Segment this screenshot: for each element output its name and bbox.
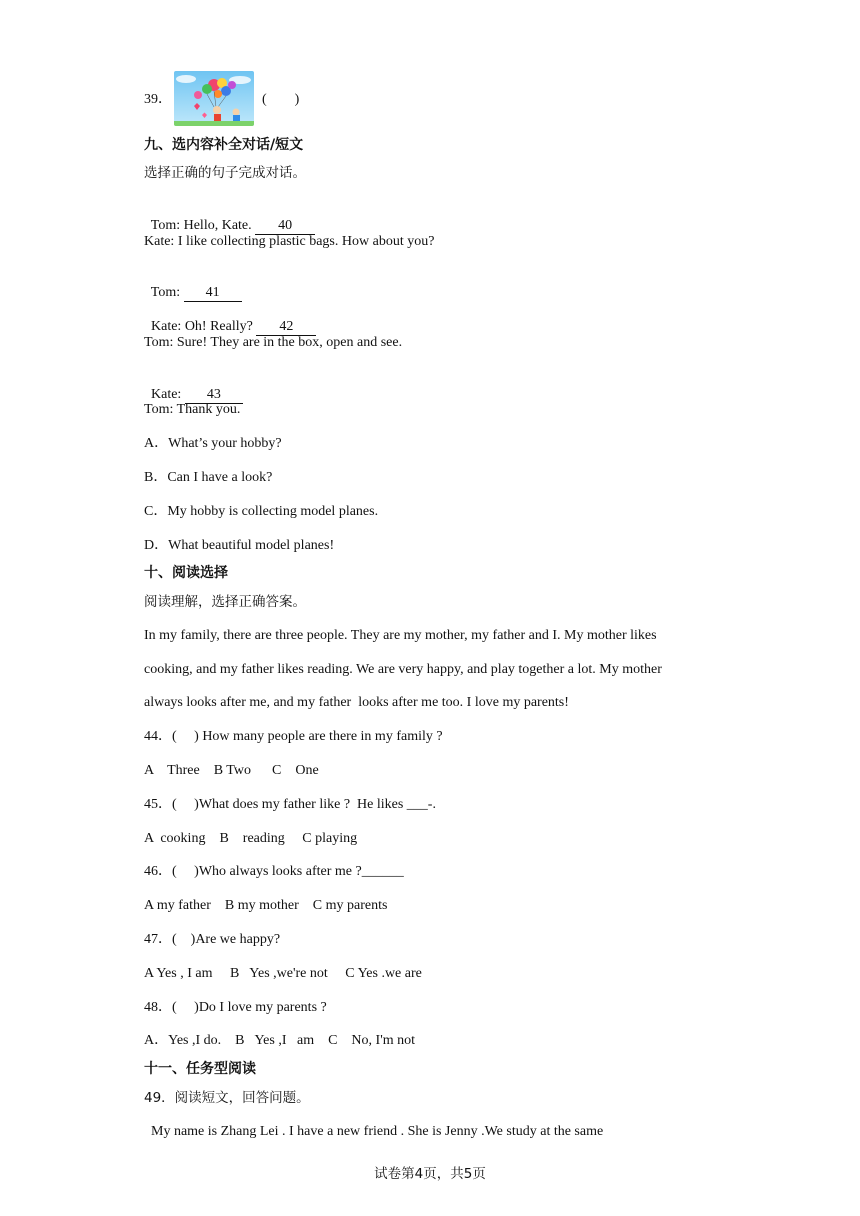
question-44: 44．( ) How many people are there in my family ? (144, 729, 443, 744)
dialog-line-kate-hobby: Kate: I like collecting plastic bags. How about you? (144, 234, 435, 249)
option-a: A．What’s your hobby? (144, 436, 282, 451)
q39-number: 39． (144, 92, 172, 107)
question-47: 47．( )Are we happy? (144, 932, 281, 947)
dialog-text: Kate: Oh! Really? (151, 319, 257, 334)
option-b: B．Can I have a look? (144, 470, 273, 485)
section9-title: 九、选内容补全对话/短文 (144, 137, 304, 153)
option-d: D．What beautiful model planes! (144, 538, 335, 553)
q39-answer-paren: ( ) (262, 92, 300, 107)
dialog-text: Kate: (151, 387, 185, 402)
answer-blank-42: 42 (256, 319, 316, 336)
question-46-options: A my father B my mother C my parents (144, 898, 388, 913)
option-c: C．My hobby is collecting model planes. (144, 504, 379, 519)
passage-line-2: cooking, and my father likes reading. We are very happy, and play together a lot. My mother (144, 662, 662, 677)
section11-title: 十一、任务型阅读 (144, 1061, 256, 1077)
answer-blank-43: 43 (185, 387, 243, 404)
question-45: 45．( )What does my father like ? He likes ___-. (144, 797, 436, 812)
passage-line-3: always looks after me, and my father looks after me too. I love my parents! (144, 695, 569, 710)
answer-blank-41: 41 (184, 285, 242, 302)
dialog-text: Tom: (150, 285, 184, 300)
balloons-picture (174, 71, 254, 126)
dialog-text: Tom: Hello, Kate. (150, 218, 256, 233)
question-48: 48．( )Do I love my parents ? (144, 1000, 327, 1015)
dialog-line-tom-thanks: Tom: Thank you. (144, 402, 241, 417)
dialog-line-tom-hello (144, 199, 315, 235)
question-44-options: A Three B Two C One (144, 763, 319, 778)
task-passage-line-1: My name is Zhang Lei . I have a new friend . She is Jenny .We study at the same (144, 1124, 604, 1139)
section9-instruction: 选择正确的句子完成对话。 (144, 165, 306, 181)
page-footer: 试卷第4页，共5页 (374, 1166, 486, 1182)
section10-instruction: 阅读理解，选择正确答案。 (144, 594, 306, 610)
dialog-line-tom-sure: Tom: Sure! They are in the box, open and see. (144, 335, 403, 350)
question-45-options: A cooking B reading C playing (144, 831, 358, 846)
question-48-options: A．Yes ,I do. B Yes ,I am C No, I'm not (144, 1033, 416, 1048)
passage-line-1: In my family, there are three people. They are my mother, my father and I. My mother likes (144, 628, 657, 643)
question-46: 46．( )Who always looks after me ?______ (144, 864, 404, 879)
dialog-line-kate-43 (144, 368, 243, 404)
section10-title: 十、阅读选择 (144, 565, 228, 581)
question-47-options: A Yes , I am B Yes ,we're not C Yes .we are (144, 966, 422, 981)
question-49-instruction: 49．阅读短文，回答问题。 (144, 1090, 310, 1106)
answer-blank-40: 40 (255, 218, 315, 235)
dialog-line-kate-really (144, 300, 316, 336)
dialog-line-tom-41 (144, 266, 242, 302)
